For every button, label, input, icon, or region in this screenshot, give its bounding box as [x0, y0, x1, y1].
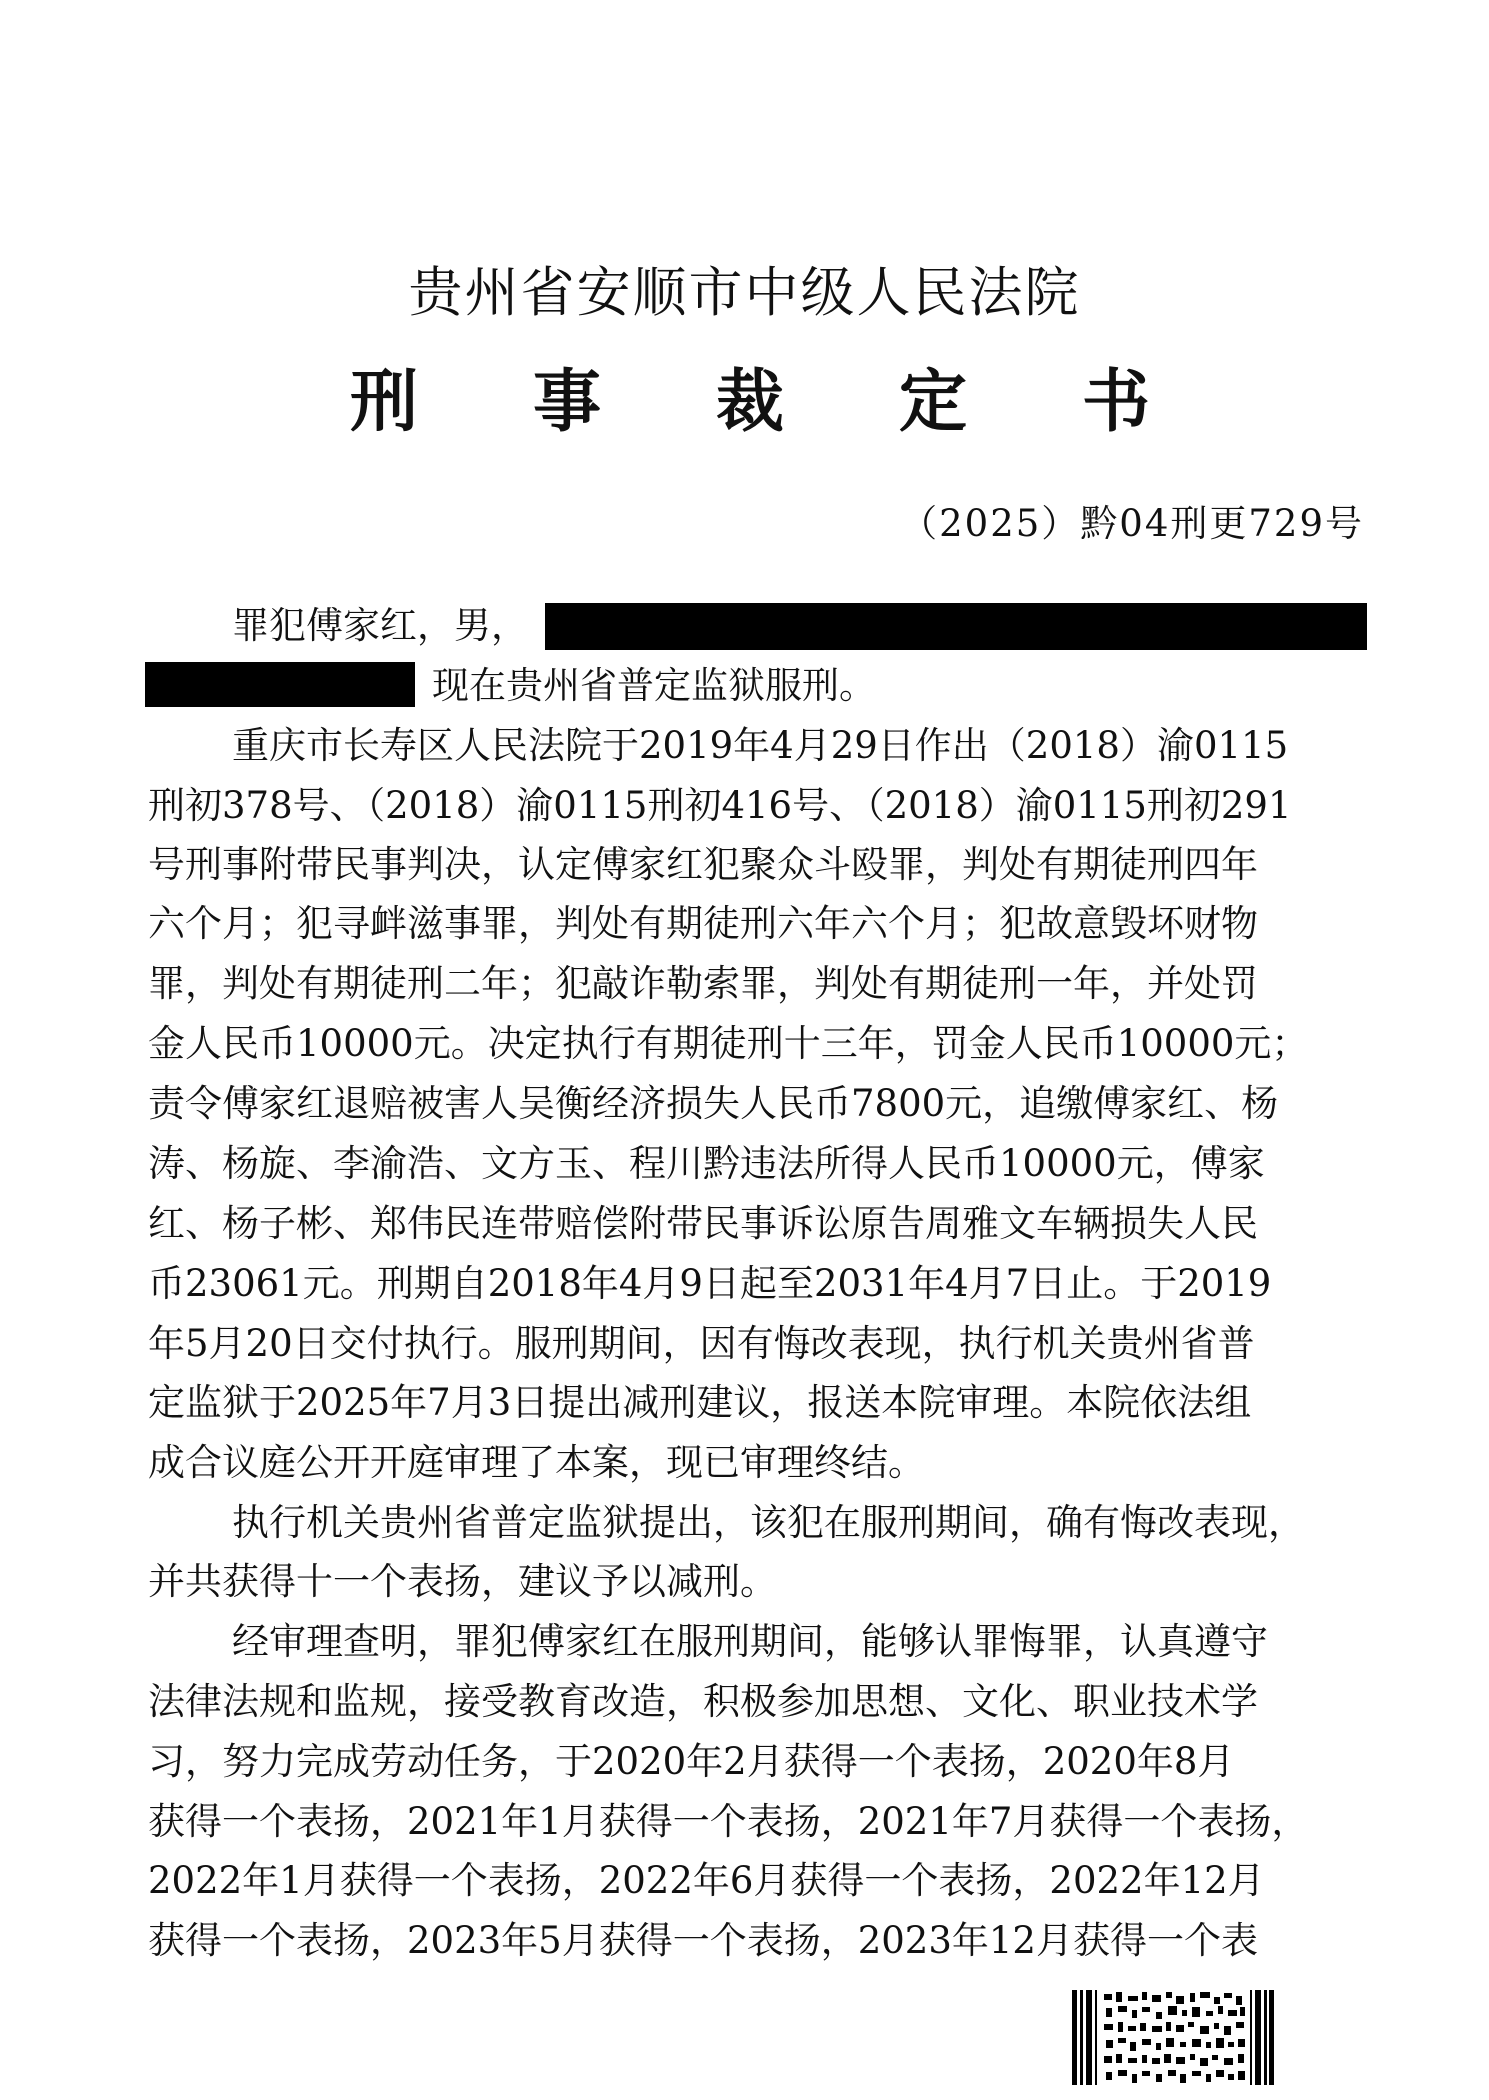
body-line: 定监狱于2025年7月3日提出减刑建议，报送本院审理。本院依法组 — [148, 1381, 1252, 1424]
barcode-qr-icon — [1072, 1990, 1274, 2085]
body-line: 罪犯傅家红，男， — [232, 604, 528, 647]
title-char: 裁 — [715, 363, 784, 442]
body-line: 获得一个表扬，2021年1月获得一个表扬，2021年7月获得一个表扬， — [148, 1800, 1309, 1843]
body-line: 获得一个表扬，2023年5月获得一个表扬，2023年12月获得一个表 — [148, 1919, 1258, 1962]
title-char: 定 — [898, 363, 967, 442]
document-title — [350, 348, 1150, 445]
court-name: 贵州省安顺市中级人民法院 — [408, 261, 1081, 324]
body-line: 年5月20日交付执行。服刑期间，因有悔改表现，执行机关贵州省普 — [148, 1322, 1255, 1365]
body-line: 执行机关贵州省普定监狱提出，该犯在服刑期间，确有悔改表现， — [232, 1501, 1305, 1544]
body-line: 习，努力完成劳动任务，于2020年2月获得一个表扬，2020年8月 — [148, 1740, 1235, 1783]
case-number: （2025）黔04刑更729号 — [900, 502, 1364, 545]
body-line: 并共获得十一个表扬，建议予以减刑。 — [148, 1560, 777, 1603]
body-line: 经审理查明，罪犯傅家红在服刑期间，能够认罪悔罪，认真遵守 — [232, 1620, 1268, 1663]
body-line: 成合议庭公开开庭审理了本案，现已审理终结。 — [148, 1441, 925, 1484]
title-char: 事 — [532, 363, 601, 442]
body-line: 刑初378号、（2018）渝0115刑初416号、（2018）渝0115刑初291 — [148, 784, 1292, 827]
body-line: 号刑事附带民事判决，认定傅家红犯聚众斗殴罪，判处有期徒刑四年 — [148, 843, 1258, 886]
body-line: 涛、杨旋、李渝浩、文方玉、程川黔违法所得人民币10000元，傅家 — [148, 1142, 1265, 1185]
body-line: 金人民币10000元。决定执行有期徒刑十三年，罚金人民币10000元； — [148, 1022, 1309, 1065]
body-line: 红、杨子彬、郑伟民连带赔偿附带民事诉讼原告周雅文车辆损失人民 — [148, 1202, 1258, 1245]
body-line: 罪，判处有期徒刑二年；犯敲诈勒索罪，判处有期徒刑一年，并处罚 — [148, 962, 1258, 1005]
body-line: 现在贵州省普定监狱服刑。 — [432, 664, 876, 707]
body-line: 重庆市长寿区人民法院于2019年4月29日作出（2018）渝0115 — [232, 724, 1289, 767]
body-line: 法律法规和监规，接受教育改造，积极参加思想、文化、职业技术学 — [148, 1680, 1258, 1723]
body-line: 六个月；犯寻衅滋事罪，判处有期徒刑六年六个月；犯故意毁坏财物 — [148, 902, 1258, 945]
title-char: 书 — [1081, 363, 1150, 442]
body-line: 2022年1月获得一个表扬，2022年6月获得一个表扬，2022年12月 — [148, 1859, 1265, 1902]
body-line: 币23061元。刑期自2018年4月9日起至2031年4月7日止。于2019 — [148, 1262, 1272, 1305]
body-line: 责令傅家红退赔被害人吴衡经济损失人民币7800元，追缴傅家红、杨 — [148, 1082, 1279, 1125]
redaction-bar — [545, 603, 1367, 650]
title-char: 刑 — [350, 363, 419, 442]
redaction-bar — [145, 662, 415, 707]
